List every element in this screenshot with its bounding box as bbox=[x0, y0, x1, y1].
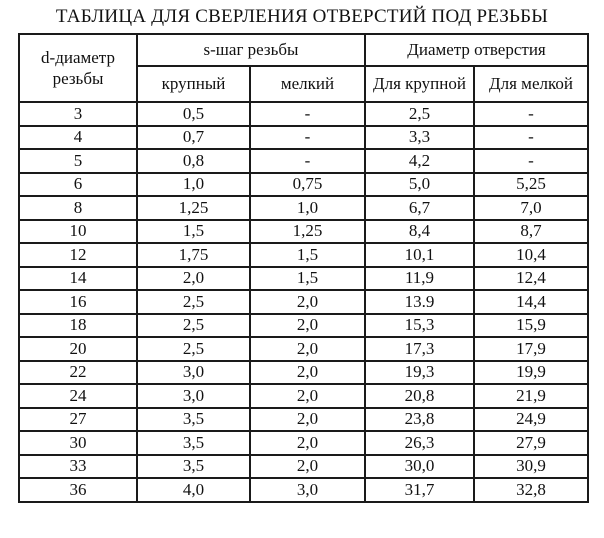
cell-pitch-coarse: 3,0 bbox=[137, 384, 250, 408]
header-hole-for-fine: Для мелкой bbox=[474, 66, 588, 102]
cell-pitch-coarse: 3,5 bbox=[137, 408, 250, 432]
cell-pitch-fine: 1,5 bbox=[250, 243, 365, 267]
cell-pitch-coarse: 1,75 bbox=[137, 243, 250, 267]
cell-thread-diameter: 10 bbox=[19, 220, 137, 244]
cell-pitch-fine: - bbox=[250, 149, 365, 173]
cell-hole-fine: 32,8 bbox=[474, 478, 588, 502]
cell-pitch-fine: 2,0 bbox=[250, 290, 365, 314]
table-row bbox=[19, 149, 588, 173]
cell-hole-coarse: 4,2 bbox=[365, 149, 474, 173]
cell-pitch-coarse: 4,0 bbox=[137, 478, 250, 502]
cell-hole-coarse: 26,3 bbox=[365, 431, 474, 455]
table-row bbox=[19, 314, 588, 338]
header-pitch-coarse: крупный bbox=[137, 66, 250, 102]
header-pitch-fine: мелкий bbox=[250, 66, 365, 102]
cell-pitch-fine: 1,0 bbox=[250, 196, 365, 220]
cell-pitch-fine: 2,0 bbox=[250, 408, 365, 432]
table-row bbox=[19, 196, 588, 220]
cell-pitch-coarse: 3,0 bbox=[137, 361, 250, 385]
cell-hole-fine: 12,4 bbox=[474, 267, 588, 291]
cell-hole-coarse: 5,0 bbox=[365, 173, 474, 197]
cell-thread-diameter: 27 bbox=[19, 408, 137, 432]
cell-pitch-coarse: 0,7 bbox=[137, 126, 250, 150]
cell-hole-coarse: 10,1 bbox=[365, 243, 474, 267]
cell-hole-fine: 24,9 bbox=[474, 408, 588, 432]
cell-pitch-fine: 2,0 bbox=[250, 455, 365, 479]
cell-hole-fine: 27,9 bbox=[474, 431, 588, 455]
cell-hole-coarse: 15,3 bbox=[365, 314, 474, 338]
cell-hole-fine: - bbox=[474, 102, 588, 126]
cell-pitch-coarse: 2,0 bbox=[137, 267, 250, 291]
cell-hole-fine: 14,4 bbox=[474, 290, 588, 314]
cell-thread-diameter: 6 bbox=[19, 173, 137, 197]
cell-hole-coarse: 2,5 bbox=[365, 102, 474, 126]
cell-thread-diameter: 5 bbox=[19, 149, 137, 173]
cell-hole-coarse: 30,0 bbox=[365, 455, 474, 479]
table-row bbox=[19, 243, 588, 267]
table-row bbox=[19, 361, 588, 385]
cell-pitch-fine: 3,0 bbox=[250, 478, 365, 502]
table-row bbox=[19, 478, 588, 502]
cell-thread-diameter: 14 bbox=[19, 267, 137, 291]
table-row bbox=[19, 455, 588, 479]
cell-hole-fine: 21,9 bbox=[474, 384, 588, 408]
cell-pitch-coarse: 2,5 bbox=[137, 314, 250, 338]
cell-hole-fine: 15,9 bbox=[474, 314, 588, 338]
cell-hole-coarse: 19,3 bbox=[365, 361, 474, 385]
cell-thread-diameter: 24 bbox=[19, 384, 137, 408]
cell-hole-coarse: 13.9 bbox=[365, 290, 474, 314]
cell-pitch-fine: 1,5 bbox=[250, 267, 365, 291]
cell-hole-coarse: 23,8 bbox=[365, 408, 474, 432]
table-row bbox=[19, 102, 588, 126]
cell-thread-diameter: 18 bbox=[19, 314, 137, 338]
header-hole-for-coarse: Для крупной bbox=[365, 66, 474, 102]
cell-hole-coarse: 6,7 bbox=[365, 196, 474, 220]
cell-thread-diameter: 22 bbox=[19, 361, 137, 385]
cell-pitch-fine: 2,0 bbox=[250, 384, 365, 408]
cell-hole-fine: 19,9 bbox=[474, 361, 588, 385]
cell-pitch-fine: 2,0 bbox=[250, 361, 365, 385]
cell-pitch-fine: - bbox=[250, 102, 365, 126]
header-thread-diameter-line1: d-диаметр bbox=[41, 48, 115, 67]
cell-hole-coarse: 3,3 bbox=[365, 126, 474, 150]
cell-thread-diameter: 4 bbox=[19, 126, 137, 150]
table-row bbox=[19, 290, 588, 314]
header-thread-diameter-line2: резьбы bbox=[52, 69, 104, 88]
cell-hole-fine: 30,9 bbox=[474, 455, 588, 479]
table-row bbox=[19, 173, 588, 197]
cell-pitch-coarse: 3,5 bbox=[137, 431, 250, 455]
cell-hole-coarse: 11,9 bbox=[365, 267, 474, 291]
cell-hole-fine: - bbox=[474, 149, 588, 173]
cell-hole-fine: 10,4 bbox=[474, 243, 588, 267]
cell-pitch-coarse: 1,0 bbox=[137, 173, 250, 197]
cell-pitch-fine: 2,0 bbox=[250, 314, 365, 338]
cell-thread-diameter: 20 bbox=[19, 337, 137, 361]
table-row bbox=[19, 337, 588, 361]
table-row bbox=[19, 431, 588, 455]
cell-pitch-coarse: 2,5 bbox=[137, 290, 250, 314]
cell-pitch-coarse: 1,25 bbox=[137, 196, 250, 220]
cell-hole-coarse: 17,3 bbox=[365, 337, 474, 361]
header-thread-pitch: s-шаг резьбы bbox=[137, 34, 365, 66]
cell-pitch-fine: 1,25 bbox=[250, 220, 365, 244]
cell-pitch-coarse: 2,5 bbox=[137, 337, 250, 361]
header-thread-diameter bbox=[19, 34, 137, 102]
table-row bbox=[19, 220, 588, 244]
header-hole-diameter: Диаметр отверстия bbox=[365, 34, 588, 66]
cell-thread-diameter: 12 bbox=[19, 243, 137, 267]
cell-thread-diameter: 8 bbox=[19, 196, 137, 220]
table-row bbox=[19, 408, 588, 432]
cell-thread-diameter: 33 bbox=[19, 455, 137, 479]
thread-drill-table bbox=[18, 33, 589, 503]
page-title: ТАБЛИЦА ДЛЯ СВЕРЛЕНИЯ ОТВЕРСТИЙ ПОД РЕЗЬБЫ bbox=[55, 6, 549, 27]
cell-pitch-fine: - bbox=[250, 126, 365, 150]
cell-thread-diameter: 16 bbox=[19, 290, 137, 314]
table-row bbox=[19, 384, 588, 408]
table-row bbox=[19, 267, 588, 291]
cell-hole-fine: 8,7 bbox=[474, 220, 588, 244]
cell-thread-diameter: 30 bbox=[19, 431, 137, 455]
table-body bbox=[19, 102, 588, 502]
cell-pitch-fine: 0,75 bbox=[250, 173, 365, 197]
cell-hole-fine: 5,25 bbox=[474, 173, 588, 197]
cell-pitch-fine: 2,0 bbox=[250, 431, 365, 455]
cell-hole-coarse: 31,7 bbox=[365, 478, 474, 502]
cell-thread-diameter: 36 bbox=[19, 478, 137, 502]
cell-pitch-coarse: 0,5 bbox=[137, 102, 250, 126]
cell-pitch-coarse: 0,8 bbox=[137, 149, 250, 173]
cell-pitch-fine: 2,0 bbox=[250, 337, 365, 361]
cell-pitch-coarse: 3,5 bbox=[137, 455, 250, 479]
cell-hole-fine: 17,9 bbox=[474, 337, 588, 361]
cell-pitch-coarse: 1,5 bbox=[137, 220, 250, 244]
cell-hole-fine: - bbox=[474, 126, 588, 150]
table-row bbox=[19, 126, 588, 150]
cell-hole-fine: 7,0 bbox=[474, 196, 588, 220]
cell-hole-coarse: 20,8 bbox=[365, 384, 474, 408]
cell-thread-diameter: 3 bbox=[19, 102, 137, 126]
cell-hole-coarse: 8,4 bbox=[365, 220, 474, 244]
